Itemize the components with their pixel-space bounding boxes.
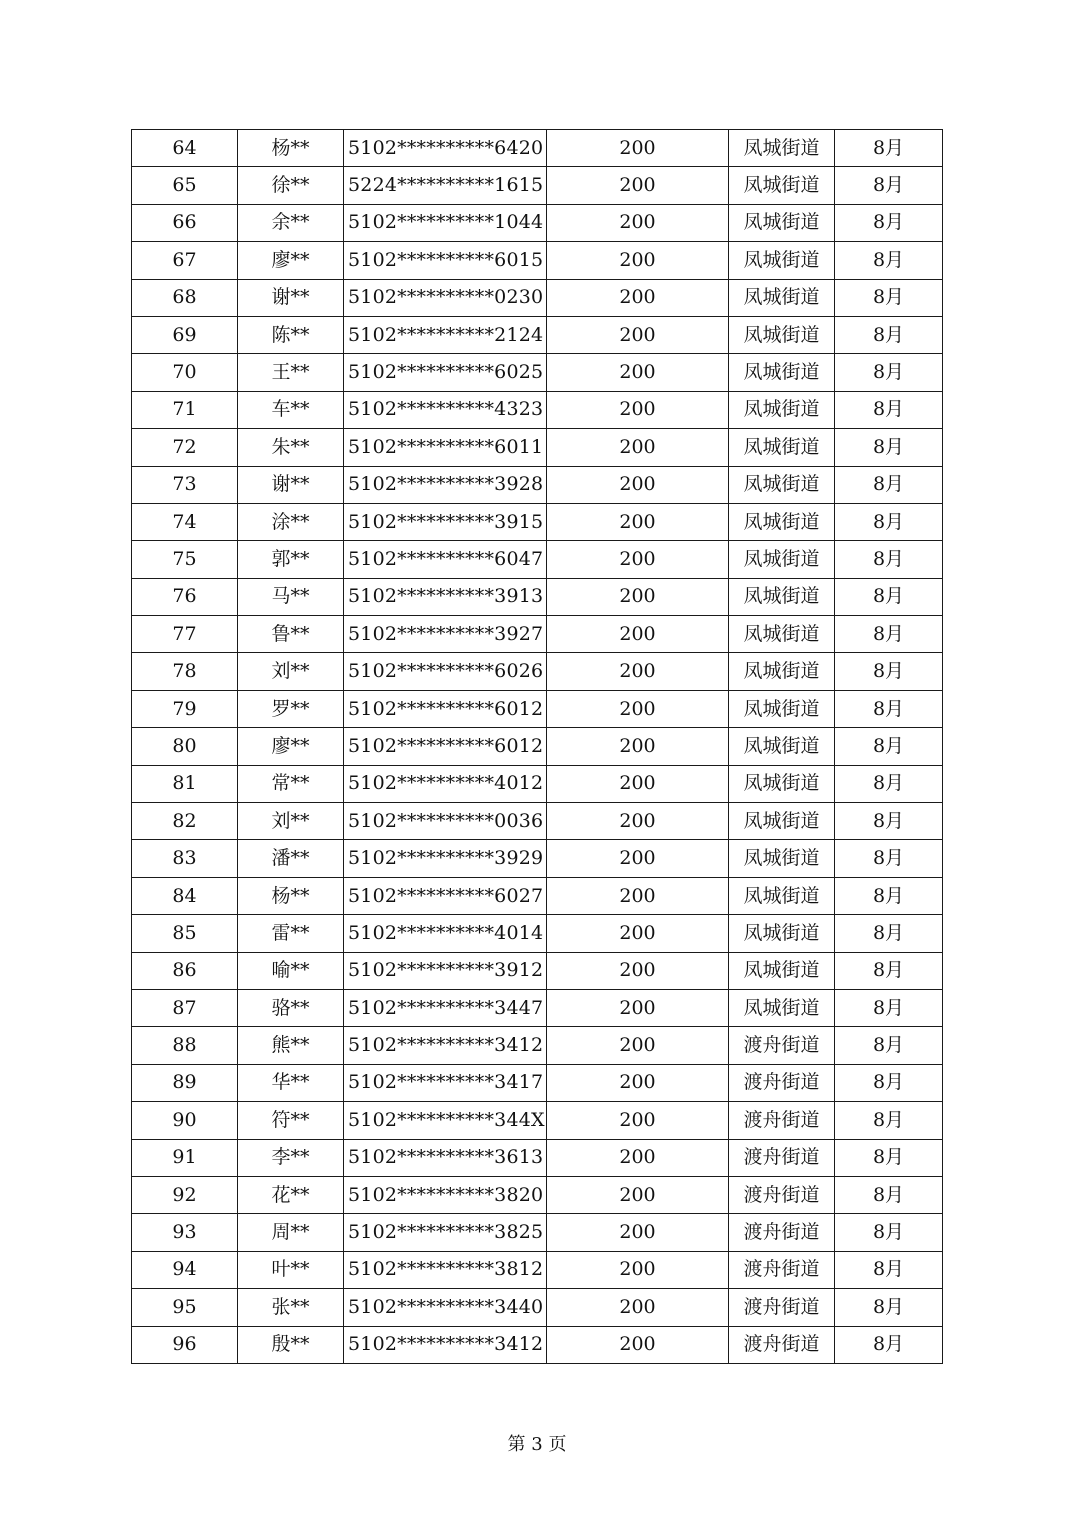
row-number-cell: 96 bbox=[132, 1326, 238, 1363]
row-number-cell: 74 bbox=[132, 503, 238, 540]
month-cell: 8月 bbox=[835, 728, 943, 765]
table-row bbox=[132, 130, 943, 167]
id-number-cell: 5102**********3929 bbox=[344, 840, 547, 877]
month-cell: 8月 bbox=[835, 690, 943, 727]
id-number-cell: 5102**********0230 bbox=[344, 279, 547, 316]
name-cell: 殷** bbox=[238, 1326, 344, 1363]
subsidy-roster-table bbox=[131, 129, 943, 1364]
street-cell: 凤城街道 bbox=[729, 690, 835, 727]
month-cell: 8月 bbox=[835, 989, 943, 1026]
month-cell: 8月 bbox=[835, 803, 943, 840]
amount-cell: 200 bbox=[547, 1251, 729, 1288]
street-cell: 凤城街道 bbox=[729, 803, 835, 840]
row-number-cell: 86 bbox=[132, 952, 238, 989]
row-number-cell: 92 bbox=[132, 1176, 238, 1213]
row-number-cell: 91 bbox=[132, 1139, 238, 1176]
id-number-cell: 5102**********2124 bbox=[344, 316, 547, 353]
name-cell: 马** bbox=[238, 578, 344, 615]
table-row bbox=[132, 466, 943, 503]
amount-cell: 200 bbox=[547, 1214, 729, 1251]
row-number-cell: 73 bbox=[132, 466, 238, 503]
id-number-cell: 5224**********1615 bbox=[344, 167, 547, 204]
roster-body bbox=[132, 130, 943, 1364]
month-cell: 8月 bbox=[835, 1064, 943, 1101]
name-cell: 周** bbox=[238, 1214, 344, 1251]
street-cell: 凤城街道 bbox=[729, 354, 835, 391]
street-cell: 渡舟街道 bbox=[729, 1326, 835, 1363]
row-number-cell: 78 bbox=[132, 653, 238, 690]
name-cell: 车** bbox=[238, 391, 344, 428]
row-number-cell: 93 bbox=[132, 1214, 238, 1251]
row-number-cell: 90 bbox=[132, 1102, 238, 1139]
amount-cell: 200 bbox=[547, 1102, 729, 1139]
id-number-cell: 5102**********3417 bbox=[344, 1064, 547, 1101]
street-cell: 凤城街道 bbox=[729, 653, 835, 690]
name-cell: 陈** bbox=[238, 316, 344, 353]
month-cell: 8月 bbox=[835, 616, 943, 653]
table-row bbox=[132, 1326, 943, 1363]
table-row bbox=[132, 952, 943, 989]
street-cell: 凤城街道 bbox=[729, 130, 835, 167]
id-number-cell: 5102**********4014 bbox=[344, 915, 547, 952]
name-cell: 刘** bbox=[238, 803, 344, 840]
id-number-cell: 5102**********6026 bbox=[344, 653, 547, 690]
id-number-cell: 5102**********344X bbox=[344, 1102, 547, 1139]
table-row bbox=[132, 1102, 943, 1139]
amount-cell: 200 bbox=[547, 242, 729, 279]
month-cell: 8月 bbox=[835, 466, 943, 503]
month-cell: 8月 bbox=[835, 1289, 943, 1326]
amount-cell: 200 bbox=[547, 316, 729, 353]
amount-cell: 200 bbox=[547, 354, 729, 391]
row-number-cell: 75 bbox=[132, 541, 238, 578]
name-cell: 杨** bbox=[238, 130, 344, 167]
amount-cell: 200 bbox=[547, 1064, 729, 1101]
month-cell: 8月 bbox=[835, 1326, 943, 1363]
month-cell: 8月 bbox=[835, 1102, 943, 1139]
street-cell: 渡舟街道 bbox=[729, 1102, 835, 1139]
table-row bbox=[132, 1139, 943, 1176]
name-cell: 常** bbox=[238, 765, 344, 802]
month-cell: 8月 bbox=[835, 130, 943, 167]
row-number-cell: 71 bbox=[132, 391, 238, 428]
amount-cell: 200 bbox=[547, 1289, 729, 1326]
amount-cell: 200 bbox=[547, 1139, 729, 1176]
id-number-cell: 5102**********6015 bbox=[344, 242, 547, 279]
street-cell: 渡舟街道 bbox=[729, 1064, 835, 1101]
month-cell: 8月 bbox=[835, 952, 943, 989]
table-row bbox=[132, 541, 943, 578]
street-cell: 渡舟街道 bbox=[729, 1214, 835, 1251]
street-cell: 凤城街道 bbox=[729, 616, 835, 653]
street-cell: 渡舟街道 bbox=[729, 1027, 835, 1064]
row-number-cell: 67 bbox=[132, 242, 238, 279]
month-cell: 8月 bbox=[835, 1176, 943, 1213]
id-number-cell: 5102**********6011 bbox=[344, 429, 547, 466]
id-number-cell: 5102**********4323 bbox=[344, 391, 547, 428]
street-cell: 凤城街道 bbox=[729, 541, 835, 578]
id-number-cell: 5102**********4012 bbox=[344, 765, 547, 802]
row-number-cell: 88 bbox=[132, 1027, 238, 1064]
amount-cell: 200 bbox=[547, 578, 729, 615]
table-row bbox=[132, 1214, 943, 1251]
street-cell: 渡舟街道 bbox=[729, 1289, 835, 1326]
name-cell: 郭** bbox=[238, 541, 344, 578]
id-number-cell: 5102**********6047 bbox=[344, 541, 547, 578]
amount-cell: 200 bbox=[547, 915, 729, 952]
name-cell: 刘** bbox=[238, 653, 344, 690]
id-number-cell: 5102**********3825 bbox=[344, 1214, 547, 1251]
table-row bbox=[132, 1176, 943, 1213]
month-cell: 8月 bbox=[835, 1139, 943, 1176]
month-cell: 8月 bbox=[835, 279, 943, 316]
name-cell: 杨** bbox=[238, 877, 344, 914]
month-cell: 8月 bbox=[835, 391, 943, 428]
name-cell: 符** bbox=[238, 1102, 344, 1139]
row-number-cell: 81 bbox=[132, 765, 238, 802]
id-number-cell: 5102**********6027 bbox=[344, 877, 547, 914]
id-number-cell: 5102**********3915 bbox=[344, 503, 547, 540]
amount-cell: 200 bbox=[547, 1176, 729, 1213]
month-cell: 8月 bbox=[835, 1027, 943, 1064]
amount-cell: 200 bbox=[547, 1326, 729, 1363]
row-number-cell: 64 bbox=[132, 130, 238, 167]
row-number-cell: 79 bbox=[132, 690, 238, 727]
name-cell: 骆** bbox=[238, 989, 344, 1026]
table-row bbox=[132, 1064, 943, 1101]
table-row bbox=[132, 915, 943, 952]
table-row bbox=[132, 989, 943, 1026]
street-cell: 凤城街道 bbox=[729, 316, 835, 353]
table-row bbox=[132, 503, 943, 540]
name-cell: 朱** bbox=[238, 429, 344, 466]
street-cell: 凤城街道 bbox=[729, 728, 835, 765]
row-number-cell: 85 bbox=[132, 915, 238, 952]
month-cell: 8月 bbox=[835, 578, 943, 615]
street-cell: 凤城街道 bbox=[729, 167, 835, 204]
street-cell: 凤城街道 bbox=[729, 877, 835, 914]
amount-cell: 200 bbox=[547, 130, 729, 167]
street-cell: 渡舟街道 bbox=[729, 1139, 835, 1176]
month-cell: 8月 bbox=[835, 204, 943, 241]
amount-cell: 200 bbox=[547, 429, 729, 466]
id-number-cell: 5102**********3440 bbox=[344, 1289, 547, 1326]
table-row bbox=[132, 653, 943, 690]
id-number-cell: 5102**********1044 bbox=[344, 204, 547, 241]
name-cell: 廖** bbox=[238, 242, 344, 279]
row-number-cell: 95 bbox=[132, 1289, 238, 1326]
month-cell: 8月 bbox=[835, 354, 943, 391]
table-row bbox=[132, 1251, 943, 1288]
month-cell: 8月 bbox=[835, 1251, 943, 1288]
month-cell: 8月 bbox=[835, 167, 943, 204]
month-cell: 8月 bbox=[835, 877, 943, 914]
amount-cell: 200 bbox=[547, 989, 729, 1026]
id-number-cell: 5102**********6012 bbox=[344, 690, 547, 727]
table-row bbox=[132, 803, 943, 840]
row-number-cell: 84 bbox=[132, 877, 238, 914]
month-cell: 8月 bbox=[835, 1214, 943, 1251]
row-number-cell: 66 bbox=[132, 204, 238, 241]
street-cell: 凤城街道 bbox=[729, 242, 835, 279]
name-cell: 雷** bbox=[238, 915, 344, 952]
table-row bbox=[132, 1027, 943, 1064]
id-number-cell: 5102**********3912 bbox=[344, 952, 547, 989]
row-number-cell: 87 bbox=[132, 989, 238, 1026]
table-row bbox=[132, 690, 943, 727]
amount-cell: 200 bbox=[547, 653, 729, 690]
id-number-cell: 5102**********6012 bbox=[344, 728, 547, 765]
street-cell: 凤城街道 bbox=[729, 204, 835, 241]
name-cell: 鲁** bbox=[238, 616, 344, 653]
amount-cell: 200 bbox=[547, 279, 729, 316]
street-cell: 渡舟街道 bbox=[729, 1251, 835, 1288]
amount-cell: 200 bbox=[547, 765, 729, 802]
id-number-cell: 5102**********3412 bbox=[344, 1027, 547, 1064]
street-cell: 凤城街道 bbox=[729, 578, 835, 615]
row-number-cell: 82 bbox=[132, 803, 238, 840]
id-number-cell: 5102**********3412 bbox=[344, 1326, 547, 1363]
amount-cell: 200 bbox=[547, 877, 729, 914]
table-row bbox=[132, 354, 943, 391]
street-cell: 凤城街道 bbox=[729, 391, 835, 428]
table-row bbox=[132, 578, 943, 615]
table-row bbox=[132, 279, 943, 316]
name-cell: 徐** bbox=[238, 167, 344, 204]
row-number-cell: 65 bbox=[132, 167, 238, 204]
row-number-cell: 76 bbox=[132, 578, 238, 615]
amount-cell: 200 bbox=[547, 803, 729, 840]
name-cell: 花** bbox=[238, 1176, 344, 1213]
name-cell: 华** bbox=[238, 1064, 344, 1101]
id-number-cell: 5102**********3928 bbox=[344, 466, 547, 503]
name-cell: 廖** bbox=[238, 728, 344, 765]
id-number-cell: 5102**********3613 bbox=[344, 1139, 547, 1176]
name-cell: 叶** bbox=[238, 1251, 344, 1288]
street-cell: 凤城街道 bbox=[729, 279, 835, 316]
id-number-cell: 5102**********3820 bbox=[344, 1176, 547, 1213]
amount-cell: 200 bbox=[547, 466, 729, 503]
table-row bbox=[132, 840, 943, 877]
row-number-cell: 83 bbox=[132, 840, 238, 877]
row-number-cell: 68 bbox=[132, 279, 238, 316]
id-number-cell: 5102**********6025 bbox=[344, 354, 547, 391]
row-number-cell: 94 bbox=[132, 1251, 238, 1288]
table-row bbox=[132, 316, 943, 353]
amount-cell: 200 bbox=[547, 391, 729, 428]
amount-cell: 200 bbox=[547, 503, 729, 540]
month-cell: 8月 bbox=[835, 765, 943, 802]
amount-cell: 200 bbox=[547, 616, 729, 653]
table-row bbox=[132, 167, 943, 204]
table-row bbox=[132, 1289, 943, 1326]
name-cell: 余** bbox=[238, 204, 344, 241]
name-cell: 涂** bbox=[238, 503, 344, 540]
amount-cell: 200 bbox=[547, 690, 729, 727]
id-number-cell: 5102**********3447 bbox=[344, 989, 547, 1026]
name-cell: 罗** bbox=[238, 690, 344, 727]
name-cell: 熊** bbox=[238, 1027, 344, 1064]
street-cell: 渡舟街道 bbox=[729, 1176, 835, 1213]
street-cell: 凤城街道 bbox=[729, 503, 835, 540]
name-cell: 潘** bbox=[238, 840, 344, 877]
street-cell: 凤城街道 bbox=[729, 466, 835, 503]
amount-cell: 200 bbox=[547, 204, 729, 241]
month-cell: 8月 bbox=[835, 316, 943, 353]
street-cell: 凤城街道 bbox=[729, 952, 835, 989]
amount-cell: 200 bbox=[547, 952, 729, 989]
amount-cell: 200 bbox=[547, 541, 729, 578]
month-cell: 8月 bbox=[835, 840, 943, 877]
id-number-cell: 5102**********6420 bbox=[344, 130, 547, 167]
street-cell: 凤城街道 bbox=[729, 989, 835, 1026]
street-cell: 凤城街道 bbox=[729, 915, 835, 952]
amount-cell: 200 bbox=[547, 1027, 729, 1064]
table-row bbox=[132, 877, 943, 914]
id-number-cell: 5102**********3913 bbox=[344, 578, 547, 615]
row-number-cell: 77 bbox=[132, 616, 238, 653]
table-row bbox=[132, 429, 943, 466]
id-number-cell: 5102**********0036 bbox=[344, 803, 547, 840]
name-cell: 谢** bbox=[238, 466, 344, 503]
month-cell: 8月 bbox=[835, 429, 943, 466]
table-row bbox=[132, 204, 943, 241]
month-cell: 8月 bbox=[835, 541, 943, 578]
id-number-cell: 5102**********3927 bbox=[344, 616, 547, 653]
name-cell: 喻** bbox=[238, 952, 344, 989]
table-row bbox=[132, 616, 943, 653]
amount-cell: 200 bbox=[547, 840, 729, 877]
name-cell: 李** bbox=[238, 1139, 344, 1176]
row-number-cell: 72 bbox=[132, 429, 238, 466]
row-number-cell: 70 bbox=[132, 354, 238, 391]
street-cell: 凤城街道 bbox=[729, 840, 835, 877]
page-number: 第 3 页 bbox=[507, 1434, 567, 1455]
amount-cell: 200 bbox=[547, 728, 729, 765]
table-row bbox=[132, 242, 943, 279]
name-cell: 张** bbox=[238, 1289, 344, 1326]
month-cell: 8月 bbox=[835, 503, 943, 540]
street-cell: 凤城街道 bbox=[729, 429, 835, 466]
month-cell: 8月 bbox=[835, 242, 943, 279]
amount-cell: 200 bbox=[547, 167, 729, 204]
table-row bbox=[132, 728, 943, 765]
row-number-cell: 80 bbox=[132, 728, 238, 765]
month-cell: 8月 bbox=[835, 653, 943, 690]
table-row bbox=[132, 391, 943, 428]
table-row bbox=[132, 765, 943, 802]
name-cell: 王** bbox=[238, 354, 344, 391]
id-number-cell: 5102**********3812 bbox=[344, 1251, 547, 1288]
name-cell: 谢** bbox=[238, 279, 344, 316]
month-cell: 8月 bbox=[835, 915, 943, 952]
row-number-cell: 89 bbox=[132, 1064, 238, 1101]
row-number-cell: 69 bbox=[132, 316, 238, 353]
street-cell: 凤城街道 bbox=[729, 765, 835, 802]
